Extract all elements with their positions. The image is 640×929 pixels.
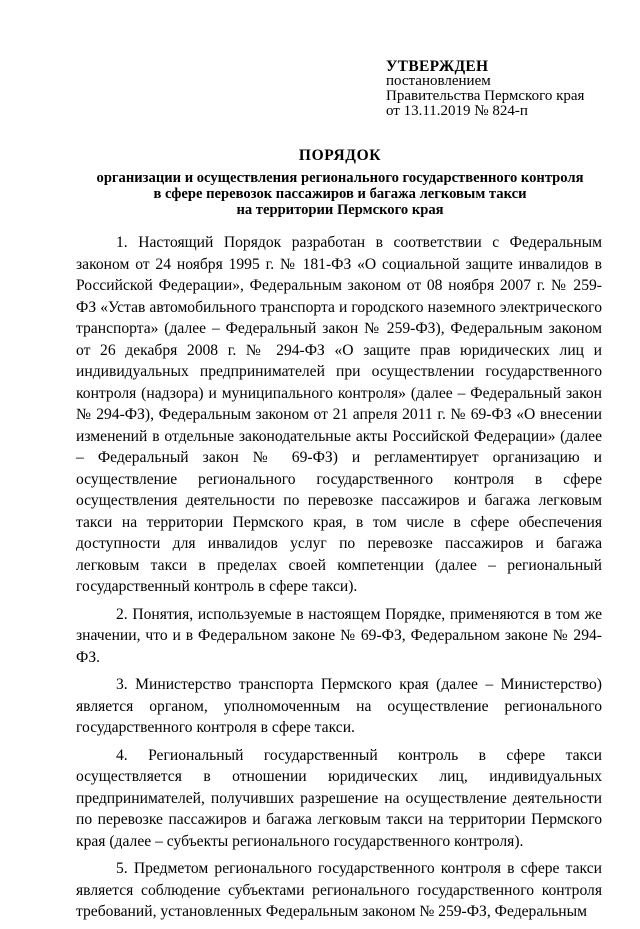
paragraph-5: 5. Предметом регионального государственного контроля в сфере такси является соблюдение субъектами регионального государственного контроля требований, установленных Федеральным законом № 259-ФЗ, Федеральным bbox=[76, 860, 602, 920]
subtitle-line-2: в сфере перевозок пассажиров и багажа легковым такси bbox=[153, 186, 527, 202]
approval-heading: УТВЕРЖДЕН bbox=[386, 58, 489, 75]
approval-line-2: Правительства Пермского края bbox=[386, 88, 585, 104]
document-title: ПОРЯДОК bbox=[298, 147, 382, 164]
document-body bbox=[76, 232, 602, 929]
paragraph-3: 3. Министерство транспорта Пермского края (далее – Министерство) является органом, уполномоченным на осуществление регионального государственного контроля в сфере такси. bbox=[76, 676, 602, 736]
paragraph-4: 4. Региональный государственный контроль в сфере такси осуществляется в отношении юридических лиц, индивидуальных предпринимателей, получивших разрешение на осуществление деятельности по перевозке пассажиров и багажа легковым такси на территории Пермского края (далее – субъекты регионального государственного контроля). bbox=[76, 746, 602, 850]
document-subtitle bbox=[60, 170, 620, 218]
subtitle-line-3: на территории Пермского края bbox=[236, 202, 444, 218]
approval-line-3: от 13.11.2019 № 824-п bbox=[386, 103, 528, 119]
approval-block bbox=[386, 59, 636, 119]
paragraph-2: 2. Понятия, используемые в настоящем Порядке, применяются в том же значении, что и в Федеральном законе № 69-ФЗ, Федеральном законе № 294-ФЗ. bbox=[76, 605, 602, 666]
subtitle-line-1: организации и осуществления регионального государственного контроля bbox=[96, 170, 584, 186]
approval-line-1: постановлением bbox=[386, 73, 491, 89]
paragraph-1: 1. Настоящий Порядок разработан в соответствии с Федеральным законом от 24 ноября 1995 г. № 181-ФЗ «О социальной защите инвалидов в Российской Федерации», Федеральным законом от 08 ноября 2007 г. № 259-ФЗ «Устав автомобильного транспорта и городского наземного электрического транспорта» (далее – Федеральный закон № 259-ФЗ), Федеральным законом от 26 декабря 2008 г. № 294-ФЗ «О защите прав юридических лиц и индивидуальных предпринимателей при осуществлении государственного контроля (надзора) и муниципального контроля» (далее – Федеральный закон № 294-ФЗ), Федеральным законом от 21 апреля 2011 г. № 69-ФЗ «О внесении изменений в отдельные законодательные акты Российской Федерации» (далее – Федеральный закон № 69-ФЗ) и регламентирует организацию и осуществление регионального государственного контроля в сфере осуществления деятельности по перевозке пассажиров и багажа легковым такси на территории Пермского края, в том числе в сфере обеспечения доступности для инвалидов услуг по перевозке пассажиров и багажа легковым такси в пределах своей компетенции (далее – региональный государственный контроль в сфере такси). bbox=[76, 234, 602, 595]
